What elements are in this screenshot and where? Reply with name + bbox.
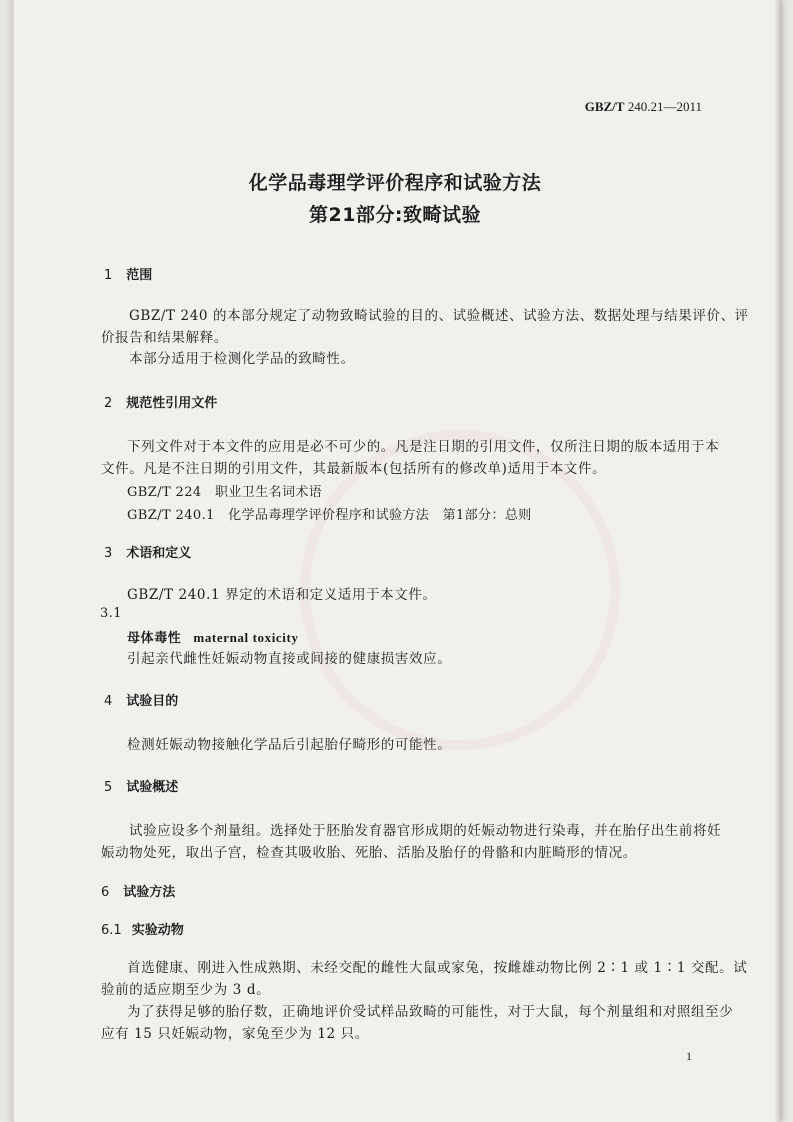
paragraph: 下列文件对于本文件的应用是必不可少的。凡是注日期的引用文件，仅所注日期的版本适用于本 [127, 439, 720, 455]
section-number: 6 [101, 885, 110, 900]
paragraph: 验前的适应期至少为 3 d。 [101, 982, 271, 998]
document-title: 化学品毒理学评价程序和试验方法 [248, 172, 542, 194]
section-2-heading [104, 392, 217, 411]
section-title: 规范性引用文件 [126, 396, 218, 411]
term-definition: 引起亲代雌性妊娠动物直接或间接的健康损害效应。 [127, 651, 452, 667]
section-title: 术语和定义 [126, 546, 192, 561]
subsection-6-1-heading [101, 919, 184, 938]
section-title: 试验概述 [126, 780, 179, 795]
subsection-title: 实验动物 [131, 923, 184, 938]
paragraph: 首选健康、刚进入性成熟期、未经交配的雌性大鼠或家兔，按雌雄动物比例 2∶1 或 1∶1 交配。试 [127, 960, 748, 976]
section-title: 范围 [126, 268, 153, 283]
section-number: 3 [104, 546, 113, 561]
section-6-heading [101, 881, 175, 900]
reference-item: GBZ/T 240.1 化学品毒理学评价程序和试验方法 第1部分：总则 [127, 508, 532, 523]
section-number: 2 [104, 396, 113, 411]
section-3-heading [104, 542, 191, 561]
section-1-heading [104, 264, 152, 283]
paragraph: GBZ/T 240.1 界定的术语和定义适用于本文件。 [127, 587, 437, 603]
document-subtitle: 第21部分:致畸试验 [308, 204, 482, 226]
page-number: 1 [686, 1049, 692, 1063]
paragraph: 娠动物处死，取出子宫，检查其吸收胎、死胎、活胎及胎仔的骨骼和内脏畸形的情况。 [101, 845, 637, 861]
subsection-number: 6.1 [101, 923, 122, 938]
section-5-heading [104, 776, 178, 795]
paragraph: 价报告和结果解释。 [101, 330, 228, 346]
paragraph: 本部分适用于检测化学品的致畸性。 [129, 351, 355, 367]
term-chinese: 母体毒性 [127, 631, 182, 646]
standard-code [585, 99, 702, 115]
term-entry [127, 626, 299, 650]
section-title: 试验方法 [123, 885, 176, 900]
paragraph: GBZ/T 240 的本部分规定了动物致畸试验的目的、试验概述、试验方法、数据处理与结果评价、评 [129, 308, 749, 324]
paragraph: 检测妊娠动物接触化学品后引起胎仔畸形的可能性。 [127, 737, 452, 753]
subsection-number: 3.1 [100, 606, 122, 621]
section-4-heading [104, 690, 178, 709]
paragraph: 试验应设多个剂量组。选择处于胚胎发育器官形成期的妊娠动物进行染毒，并在胎仔出生前将妊 [129, 823, 722, 839]
term-english: maternal toxicity [193, 630, 299, 645]
paragraph: 为了获得足够的胎仔数，正确地评价受试样品致畸的可能性，对于大鼠，每个剂量组和对照组至少 [127, 1004, 734, 1020]
section-number: 5 [104, 780, 113, 795]
document-page [10, 0, 780, 1122]
section-title: 试验目的 [126, 694, 179, 709]
paragraph: 应有 15 只妊娠动物，家兔至少为 12 只。 [101, 1026, 369, 1042]
section-number: 4 [104, 694, 113, 709]
reference-item: GBZ/T 224 职业卫生名词术语 [127, 485, 323, 500]
standard-code-prefix: GBZ/T [584, 99, 625, 114]
paragraph: 文件。凡是不注日期的引用文件，其最新版本(包括所有的修改单)适用于本文件。 [101, 461, 607, 477]
standard-code-number: 240.21—2011 [627, 99, 702, 114]
section-number: 1 [104, 268, 113, 283]
